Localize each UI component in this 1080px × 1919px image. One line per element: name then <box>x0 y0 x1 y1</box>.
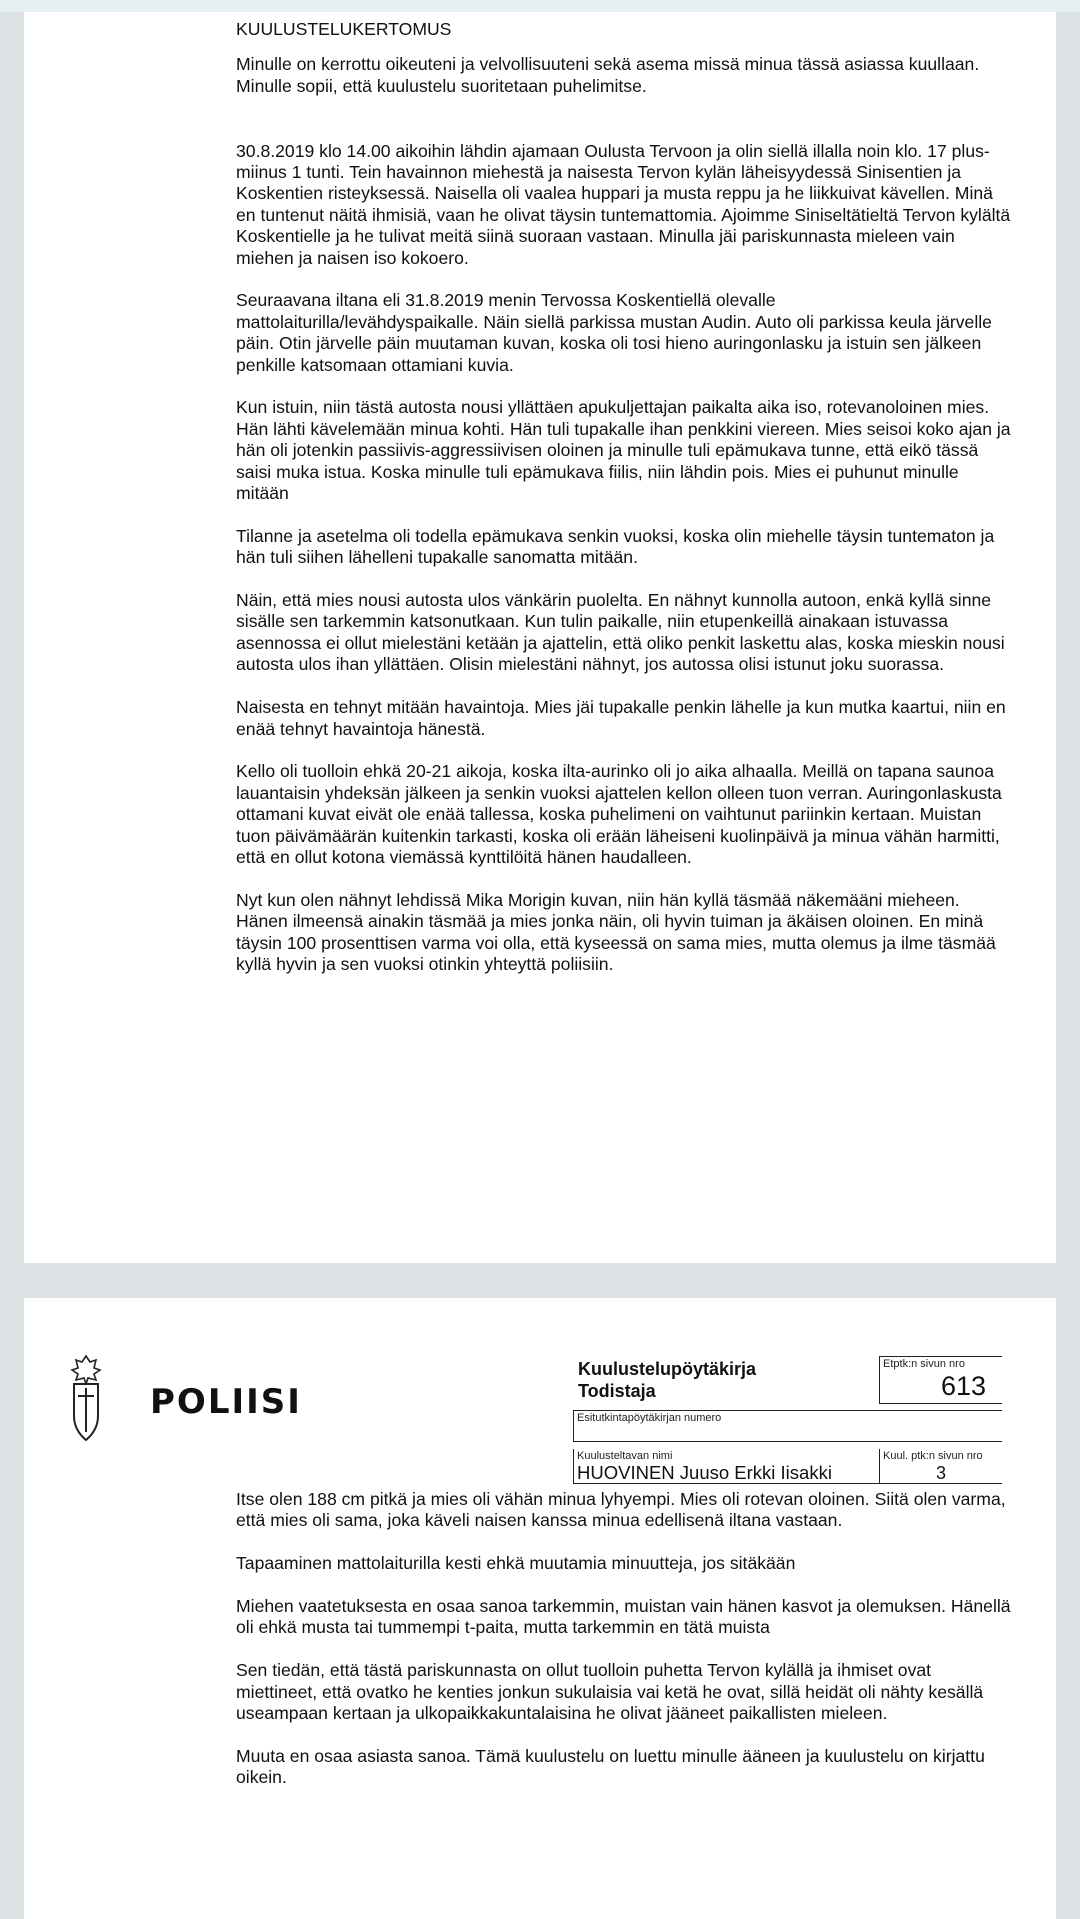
paragraph: Minulle on kerrottu oikeuteni ja velvollisuuteni sekä asema missä minua tässä asiassa kuullaan. Minulle sopii, että kuulustelu suoritetaan puhelimitse. <box>236 54 980 96</box>
esitutkinta-label: Esitutkintapöytäkirjan numero <box>577 1412 722 1424</box>
paragraph: Itse olen 188 cm pitkä ja mies oli vähän minua lyhyempi. Mies oli rotevan oloinen. Siitä olen varma, että mies oli sama, joka käveli naisen kanssa minua edellisenä iltana vastaan. <box>236 1489 1006 1531</box>
kuul-page-box <box>879 1449 1002 1484</box>
document-title: KUULUSTELUKERTOMUS <box>236 19 452 39</box>
page-2-body <box>236 1489 1016 1810</box>
police-logo <box>66 1354 302 1442</box>
paragraph: Kello oli tuolloin ehkä 20-21 aikoja, koska ilta-aurinko oli jo aika alhaalla. Meillä on tapana saunoa lauantaisin yhdeksän jälkeen ja senkin vuoksi ajattelen kellon olleen tuon verran. Auringonlaskusta ottamani kuvat eivät ole enää tallessa, koska puhelimeni on vaihtunut pariinkin kertaan. Muistan tuon päivämäärän kuitenkin tarkasti, koska oli erään läheiseni kuolinpäivä ja minua vähän harmitti, että en ollut kotona viemässä kynttilöitä hänen haudalleen. <box>236 761 1002 867</box>
page-1-body <box>236 19 1016 997</box>
etptk-label: Etptk:n sivun nro <box>883 1358 965 1370</box>
name-box <box>573 1449 879 1484</box>
paragraph: Sen tiedän, että tästä pariskunnasta on ollut tuolloin puhetta Tervon kylällä ja ihmiset ovat miettineet, että ovatko he kenties jonkun sukulaisia vai ketä he ovat, sillä heidät oli nähty kesällä useampaan kertaan ja ulkopaikkakuntalaisina he olivat jääneet paikallisten mieleen. <box>236 1660 984 1724</box>
etptk-value: 613 <box>940 1371 986 1401</box>
paragraph: Nyt kun olen nähnyt lehdissä Mika Morigin kuvan, niin hän kyllä täsmää näkemääni mieheen. Hänen ilmeensä ainakin täsmää ja mies jonka näin, oli hyvin tuiman ja äkäisen oloinen. En minä täysin 100 prosenttisen varma voi olla, että kyseessä on sama mies, mutta olemus ja ilme täsmää kyllä hyvin ja sen vuoksi otinkin yhteyttä poliisiin. <box>236 889 996 974</box>
paragraph: Tilanne ja asetelma oli todella epämukava senkin vuoksi, koska olin miehelle täysin tuntematon ja hän tuli siihen lähelleni tupakalle sanomatta mitään. <box>236 525 995 568</box>
top-bar <box>0 0 1080 12</box>
paragraph: Muuta en osaa asiasta sanoa. Tämä kuulustelu on luettu minulle ääneen ja kuulustelu on kirjattu oikein. <box>236 1745 985 1788</box>
paragraph: 30.8.2019 klo 14.00 aikoihin lähdin ajamaan Oulusta Tervoon ja olin siellä illalla noin klo. 17 plus-miinus 1 tunti. Tein havainnon miehestä ja naisesta Tervon kylän läheisyydessä Sinisentien ja Koskentien risteyksessä. Naisella oli vaalea huppari ja musta reppu ja he liikkuivat kävellen. Minä en tuntenut näitä ihmisiä, vaan he olivat täysin tuntemattomia. Ajoimme Siniseltätieltä Tervon kylältä Koskentielle ja he tulivat meitä siinä suoraan vastaan. Minulla jäi pariskunnasta mieleen vain miehen ja naisen iso kokoero. <box>236 140 1011 268</box>
paragraph: Näin, että mies nousi autosta ulos vänkärin puolelta. En nähnyt kunnolla autoon, enkä kyllä sinne sisälle sen tarkemmin katsonutkaan. Kun tulin paikalle, niin etupenkeillä ainakaan istuvassa asennossa ei ollut mielestäni ketään ja ajattelin, että oliko penkit laskettu alas, koska mieskin nousi autosta ulos ihan yllättäen. Olisin mielestäni nähnyt, jos autossa olisi istunut joku suorassa. <box>236 590 1005 675</box>
paragraph: Kun istuin, niin tästä autosta nousi yllättäen apukuljettajan paikalta aika iso, rotevanoloinen mies. Hän lähti kävelemään minua kohti. Hän tuli tupakalle ihan penkkini viereen. Mies seisoi koko ajan ja hän oli jotenkin passiivis-aggressiivisen oloinen ja minulle tuli epämukava tunne, että eikö tässä saisi muka istua. Koska minulle tuli epämukava fiilis, niin lähdin pois. Mies ei puhunut minulle mitään <box>236 397 1011 504</box>
paragraph: Miehen vaatetuksesta en osaa sanoa tarkemmin, muistan vain hänen kasvot ja olemuksen. Hänellä oli ehkä musta tai tummempi t-paita, mutta tarkemmin en tätä muista <box>236 1596 1011 1638</box>
etptk-page-box <box>879 1356 1002 1404</box>
doc-type: Kuulustelupöytäkirja <box>578 1359 757 1379</box>
esitutkinta-box <box>573 1410 1002 1442</box>
kuul-label: Kuul. ptk:n sivun nro <box>883 1450 983 1462</box>
logo-text: POLIISI <box>150 1382 302 1422</box>
document-page-1 <box>24 12 1056 1263</box>
doc-role: Todistaja <box>578 1381 656 1401</box>
paragraph: Tapaaminen mattolaiturilla kesti ehkä muutamia minuutteja, jos sitäkään <box>236 1553 796 1574</box>
document-page-2 <box>24 1298 1056 1919</box>
paragraph: Naisesta en tehnyt mitään havaintoja. Mies jäi tupakalle penkin lähelle ja kun mutka kaartui, niin en enää tehnyt havaintoja hänestä. <box>236 697 1006 739</box>
name-value: HUOVINEN Juuso Erkki Iisakki <box>577 1462 832 1483</box>
paragraph: Seuraavana iltana eli 31.8.2019 menin Tervossa Koskentiellä olevalle mattolaiturilla/levähdyspaikalle. Näin siellä parkissa mustan Audin. Auto oli parkissa keula järvelle päin. Otin järvelle päin muutaman kuvan, koska oli tosi hieno auringonlasku ja istuin sen jälkeen penkille katsomaan ottamiani kuvia. <box>236 290 992 375</box>
kuul-value: 3 <box>936 1463 947 1483</box>
police-emblem-icon <box>66 1354 106 1442</box>
doc-header-title <box>578 1358 756 1402</box>
name-label: Kuulusteltavan nimi <box>577 1450 673 1462</box>
